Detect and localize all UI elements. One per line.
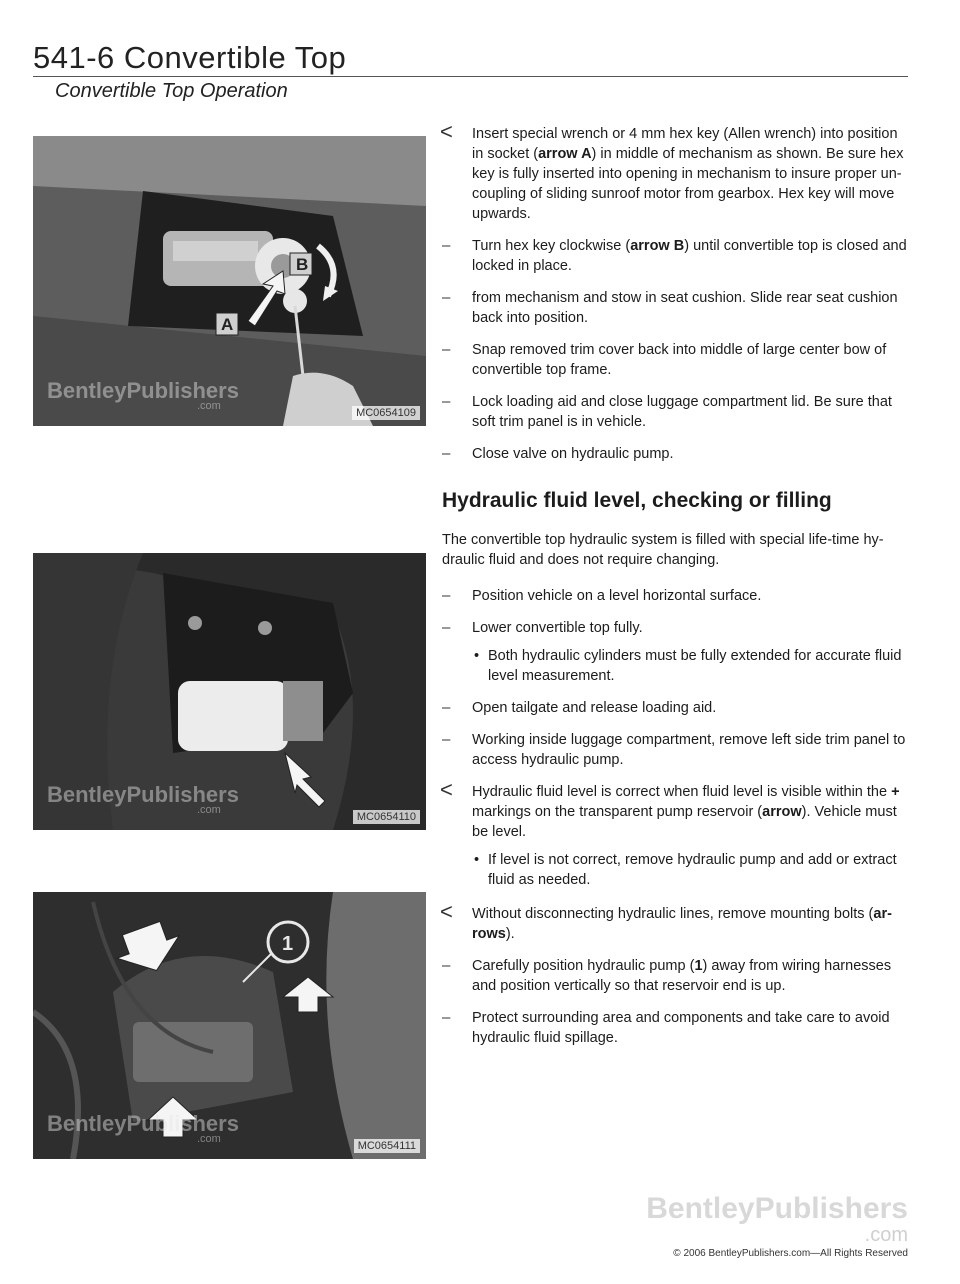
bullet-cylinders-extended: • Both hydraulic cylinders must be fully extended for accurate fluid level measurement. (474, 648, 902, 684)
figure-reference-arrow-icon: < (440, 777, 453, 802)
figure-code: MC0654111 (354, 1139, 420, 1153)
watermark: BentleyPublishers .com (47, 378, 239, 412)
step-stow-key: – from mechanism and stow in seat cushion. Slide rear seat cushion back into position. (442, 289, 898, 326)
dash-icon: – (442, 445, 451, 462)
step-protect-area: – Protect surrounding area and components and take care to avoid hydraulic fluid spillage. (442, 1009, 890, 1046)
figure-hex-key-mechanism (33, 136, 426, 426)
dash-icon: – (442, 341, 451, 358)
step-check-fluid-level: < Hydraulic fluid level is correct when fluid level is visible within the + markings on the transparent pump reservoir (arrow). Vehicle must be level. (440, 777, 900, 840)
figure-code: MC0654109 (352, 406, 420, 420)
section-subtitle: Convertible Top Operation (55, 80, 288, 102)
copyright-notice: © 2006 BentleyPublishers.com—All Rights Reserved (673, 1248, 908, 1259)
dash-icon: – (442, 393, 451, 410)
watermark: BentleyPublishers .com (47, 782, 239, 816)
step-remove-trim-panel: – Working inside luggage compartment, remove left side trim panel to access hydraulic pump. (442, 731, 906, 768)
figure-code: MC0654110 (353, 810, 420, 824)
figure-label-b: B (296, 255, 309, 274)
dash-icon: – (442, 237, 451, 254)
section-heading: Hydraulic fluid level, checking or filling (442, 489, 832, 512)
figure-label-a: A (221, 315, 234, 334)
bullet-icon: • (474, 648, 480, 664)
dash-icon: – (442, 289, 451, 306)
step-position-pump: – Carefully position hydraulic pump (1) away from wiring harnesses and position vertically so that reservoir end is up. (442, 957, 892, 994)
dash-icon: – (442, 731, 451, 748)
dash-icon: – (442, 957, 451, 974)
step-lock-loading-aid: – Lock loading aid and close luggage compartment lid. Be sure that soft trim panel is in vehicle. (442, 393, 892, 430)
figure-reference-arrow-icon: < (440, 899, 453, 924)
page-title: 541-6 Convertible Top (33, 40, 347, 75)
step-turn-hex-key: – Turn hex key clockwise (arrow B) until convertible top is closed and locked in place. (442, 237, 907, 274)
publisher-logo: BentleyPublishers .com (646, 1192, 908, 1246)
procedure-text-column (440, 119, 912, 1060)
figure-label-1: 1 (282, 933, 294, 955)
dash-icon: – (442, 699, 451, 716)
bullet-icon: • (474, 852, 480, 868)
step-lower-top: – Lower convertible top fully. (442, 619, 643, 636)
figure-pump-mounting (33, 892, 426, 1159)
dash-icon: – (442, 1009, 451, 1026)
step-open-tailgate: – Open tailgate and release loading aid. (442, 699, 717, 716)
step-close-valve: – Close valve on hydraulic pump. (442, 445, 674, 462)
figure-pump-reservoir (33, 553, 426, 830)
step-remove-mounting-bolts: < Without disconnecting hydraulic lines, remove mounting bolts (ar-rows). (440, 899, 892, 942)
bullet-level-incorrect: • If level is not correct, remove hydraulic pump and add or extract fluid as needed. (474, 852, 897, 888)
watermark: BentleyPublishers .com (47, 1111, 239, 1145)
dash-icon: – (442, 619, 451, 636)
step-position-vehicle: – Position vehicle on a level horizontal surface. (442, 587, 762, 604)
step-insert-hex-key: < Insert special wrench or 4 mm hex key (Allen wrench) into position in socket (arrow A) in middle of mechanism as shown. Be sure hex key is fully inserted into opening in mechanism to insure proper un-coupling of sliding sunroof motor from gearbox. Hex key will move upwards. (440, 119, 904, 222)
header-divider (33, 76, 908, 77)
section-intro: The convertible top hydraulic system is filled with special life-time hy-draulic fluid and does not require changing. (442, 532, 884, 568)
dash-icon: – (442, 587, 451, 604)
figure-reference-arrow-icon: < (440, 119, 453, 144)
step-snap-trim-cover: – Snap removed trim cover back into middle of large center bow of convertible top frame. (442, 341, 887, 378)
